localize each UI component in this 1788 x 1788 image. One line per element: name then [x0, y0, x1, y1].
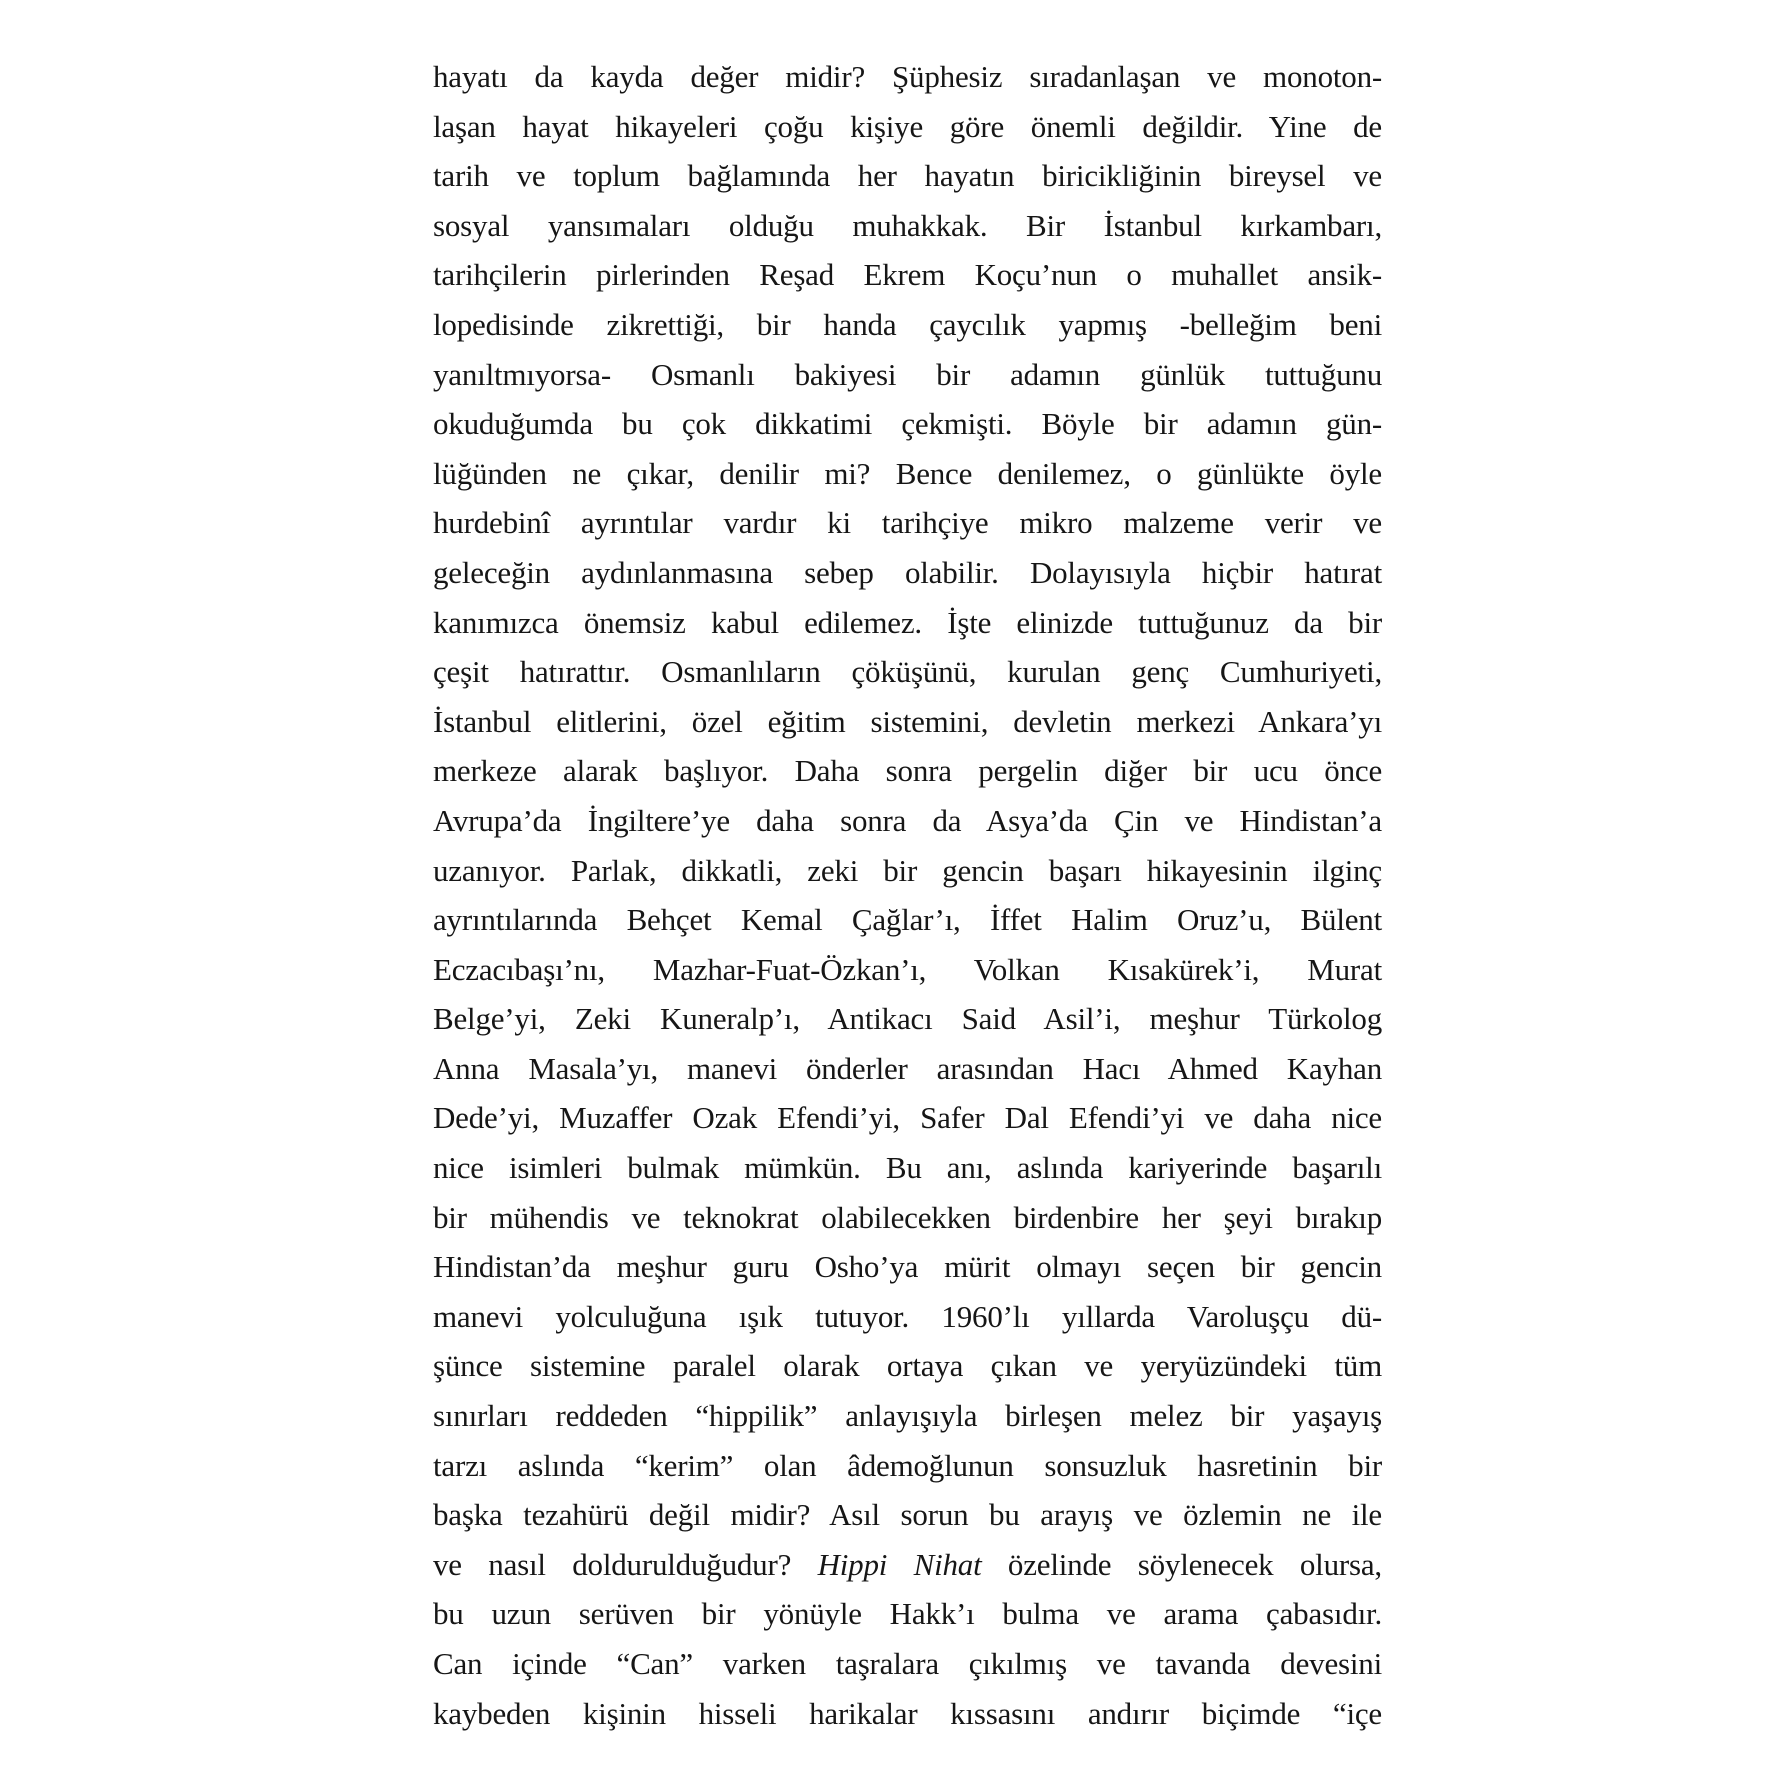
- text-line: laşan hayat hikayeleri çoğu kişiye göre önemli değildir. Yine de: [433, 108, 1382, 144]
- text-line: başka tezahürü değil midir? Asıl sorun bu arayış ve özlemin ne ile: [433, 1497, 1382, 1533]
- text-line: sınırları reddeden “hippilik” anlayışıyla birleşen melez bir yaşayış: [433, 1398, 1382, 1434]
- text-line: lüğünden ne çıkar, denilir mi? Bence denilemez, o günlükte öyle: [433, 455, 1382, 491]
- text-line: tarih ve toplum bağlamında her hayatın biricikliğinin bireysel ve: [433, 158, 1382, 194]
- text-line: ve nasıl doldurulduğudur? Hippi Nihat özelinde söylenecek olursa,: [433, 1546, 1382, 1582]
- text-line: Avrupa’da İngiltere’ye daha sonra da Asya’da Çin ve Hindistan’a: [433, 802, 1382, 838]
- text-line: manevi yolculuğuna ışık tutuyor. 1960’lı yıllarda Varoluşçu dü-: [433, 1298, 1382, 1334]
- text-line: yanıltmıyorsa- Osmanlı bakiyesi bir adamın günlük tuttuğunu: [433, 356, 1382, 392]
- text-line: Dede’yi, Muzaffer Ozak Efendi’yi, Safer Dal Efendi’yi ve daha nice: [433, 1100, 1382, 1136]
- text-line: merkeze alarak başlıyor. Daha sonra pergelin diğer bir ucu önce: [433, 753, 1382, 789]
- text-line: tarzı aslında “kerim” olan âdemoğlunun sonsuzluk hasretinin bir: [433, 1447, 1382, 1483]
- text-line: Eczacıbaşı’nı, Mazhar-Fuat-Özkan’ı, Volkan Kısakürek’i, Murat: [433, 951, 1382, 987]
- text-line: bu uzun serüven bir yönüyle Hakk’ı bulma ve arama çabasıdır.: [433, 1596, 1382, 1632]
- text-line: ayrıntılarında Behçet Kemal Çağlar’ı, İffet Halim Oruz’u, Bülent: [433, 902, 1382, 938]
- text-line: Can içinde “Can” varken taşralara çıkılmış ve tavanda devesini: [433, 1646, 1382, 1681]
- text-line: bir mühendis ve teknokrat olabilecekken birdenbire her şeyi bırakıp: [433, 1199, 1382, 1235]
- text-line: Hindistan’da meşhur guru Osho’ya mürit olmayı seçen bir gencin: [433, 1249, 1382, 1285]
- italic-book-title: Hippi Nihat: [817, 1546, 982, 1582]
- text-line: hurdebinî ayrıntılar vardır ki tarihçiye mikro malzeme verir ve: [433, 505, 1382, 541]
- text-line: şünce sistemine paralel olarak ortaya çıkan ve yeryüzündeki tüm: [433, 1348, 1382, 1384]
- text-line: Belge’yi, Zeki Kuneralp’ı, Antikacı Said Asil’i, meşhur Türkolog: [433, 1001, 1382, 1037]
- text-line: İstanbul elitlerini, özel eğitim sistemini, devletin merkezi Ankara’yı: [433, 703, 1382, 739]
- text-line: tarihçilerin pirlerinden Reşad Ekrem Koçu’nun o muhallet ansik-: [433, 257, 1382, 293]
- text-line: uzanıyor. Parlak, dikkatli, zeki bir gencin başarı hikayesinin ilginç: [433, 852, 1382, 888]
- text-line: kanımızca önemsiz kabul edilemez. İşte elinizde tuttuğunuz da bir: [433, 604, 1382, 640]
- text-line: sosyal yansımaları olduğu muhakkak. Bir İstanbul kırkambarı,: [433, 207, 1382, 243]
- text-line: okuduğumda bu çok dikkatimi çekmişti. Böyle bir adamın gün-: [433, 406, 1382, 442]
- text-line: geleceğin aydınlanmasına sebep olabilir. Dolayısıyla hiçbir hatırat: [433, 554, 1382, 590]
- text-line: çeşit hatırattır. Osmanlıların çöküşünü, kurulan genç Cumhuriyeti,: [433, 654, 1382, 690]
- text-line: Anna Masala’yı, manevi önderler arasından Hacı Ahmed Kayhan: [433, 1050, 1382, 1086]
- text-line: nice isimleri bulmak mümkün. Bu anı, aslında kariyerinde başarılı: [433, 1150, 1382, 1186]
- text-line: hayatı da kayda değer midir? Şüphesiz sıradanlaşan ve monoton-: [433, 59, 1382, 94]
- text-line: lopedisinde zikrettiği, bir handa çaycılık yapmış -belleğim beni: [433, 306, 1382, 342]
- page-text: [433, 52, 1382, 1738]
- text-line: kaybeden kişinin hisseli harikalar kıssasını andırır biçimde “içe: [433, 1695, 1382, 1731]
